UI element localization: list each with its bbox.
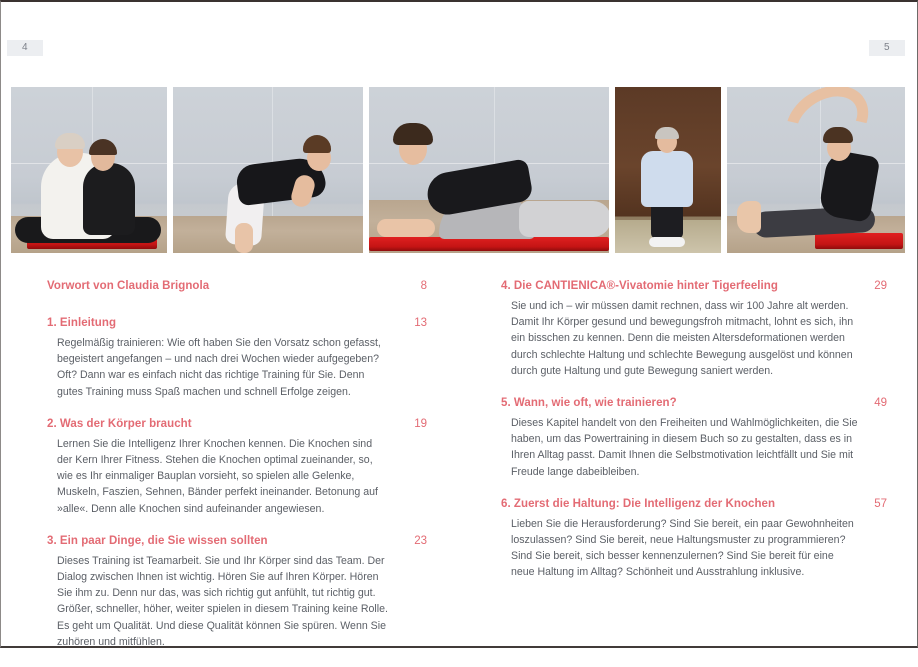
- toc-entry-title: 6. Zuerst die Haltung: Die Intelligenz der Knochen: [501, 497, 776, 510]
- bare-lower-leg: [235, 223, 253, 253]
- toc-entry-title: 3. Ein paar Dinge, die Sie wissen sollten: [47, 534, 268, 547]
- bare-foot: [737, 201, 761, 233]
- toc-entry-description: Sie und ich – wir müssen damit rechnen, dass wir 100 Jahre alt werden. Damit Ihr Körper gesund und bewegungsfroh mitmacht, lohnt es sich, ihn ein bisschen zu kennen. Denn die meisten Altersdeformationen werden durch schlechte Haltung und schlechte Bewegung ausgelöst und können durch gute Haltung und gute Bewegung saniert werden.: [511, 300, 854, 377]
- forearm-on-mat: [377, 219, 435, 237]
- toc-entry-page-number: 8: [420, 280, 427, 292]
- photo-two-women-seated-on-red-mat: [11, 87, 167, 253]
- woman-in-black-top: [83, 163, 135, 235]
- toc-entry-title: Vorwort von Claudia Brignola: [47, 280, 210, 292]
- toc-entry-description: Lernen Sie die Intelligenz Ihrer Knochen kennen. Die Knochen sind der Kern Ihrer Fitness. Stehen die Knochen optimal zueinander, so, wie es Ihr einmaliger Bauplan vorsieht, so spielen alle Gelenke, Muskeln, Faszien, Sehnen, Bänder perfekt ineinander. Betonung auf »alle«. Denn alle Knochen sind aufeinander angewiesen.: [57, 437, 378, 515]
- toc-entry-header: [47, 534, 427, 549]
- folio-page-number-left: 4: [7, 40, 43, 56]
- toc-entry-title: 2. Was der Körper braucht: [47, 417, 192, 430]
- toc-column-left: [1, 279, 459, 667]
- toc-entry-1-einleitung[interactable]: [47, 316, 427, 400]
- wood-floor: [173, 216, 363, 253]
- toc-entry-description: Dieses Kapitel handelt von den Freiheiten und Wahlmöglichkeiten, die Sie haben, um das Powertraining in diesem Buch so zu gestalten, dass es in Ihren Alltag passt. Damit Ihnen die Selbstmotivation leichtfällt und Sie mit Freude lange dabeibleiben.: [511, 417, 858, 478]
- toc-entry-4-vivatomie-hinter-tigerfeeling[interactable]: [501, 279, 887, 379]
- dark-hair: [393, 123, 433, 145]
- toc-entry-page-number: 23: [414, 534, 427, 547]
- toc-entry-2-was-der-koerper-braucht[interactable]: [47, 417, 427, 517]
- red-exercise-mat: [369, 237, 609, 251]
- light-blue-shirt: [641, 151, 693, 207]
- toc-entry-6-zuerst-die-haltung[interactable]: [501, 497, 887, 581]
- toc-entry-3-ein-paar-dinge[interactable]: [47, 534, 427, 650]
- hair-bun: [823, 127, 853, 143]
- table-of-contents: [1, 279, 917, 667]
- folio-page-number-right: 5: [869, 40, 905, 56]
- toc-entry-page-number: 49: [874, 397, 887, 410]
- toc-entry-page-number: 57: [874, 497, 887, 510]
- toc-column-right: [459, 279, 917, 667]
- toc-entry-header: [501, 497, 887, 512]
- toc-entry-title: 4. Die CANTIENICA®-Vivatomie hinter Tigerfeeling: [501, 280, 778, 292]
- toc-entry-header: [47, 316, 427, 331]
- toc-entry-description: Lieben Sie die Herausforderung? Sind Sie bereit, ein paar Gewohnheiten loszulassen? Sind Sie bereit, neue Haltungsmuster zu programmieren? Sind Sie bereit, sich besser kennenzulernen? Sind Sie bereit für eine neue Haltung im Alltag? Schönheit und Ausstrahlung inklusive.: [511, 517, 854, 579]
- toc-entry-vorwort[interactable]: [47, 279, 427, 294]
- toc-entry-header: [47, 279, 427, 294]
- photo-strip: [11, 87, 907, 253]
- photo-woman-standing-by-rusty-door: [615, 87, 721, 253]
- toc-entry-header: [501, 396, 887, 411]
- legs-in-grey-leggings: [519, 201, 609, 237]
- toc-entry-description: Dieses Training ist Teamarbeit. Sie und Ihr Körper sind das Team. Der Dialog zwischen Ihnen ist wichtig. Hören Sie auf Ihren Körper. Hören Sie ihm zu. Denn nur das, was sich richtig gut anfühlt, tut richtig gut. Größer, schneller, höher, weiter spielen in diesem Training keine Rolle. Es geht um Qualität. Und diese Qualität können Sie spüren. Wenn Sie zuhören und mitfühlen.: [57, 554, 388, 648]
- toc-entry-header: [47, 417, 427, 432]
- photo-woman-standing-hinge-forward-bend: [173, 87, 363, 253]
- white-sneakers: [649, 237, 685, 247]
- red-exercise-mat: [815, 233, 903, 249]
- toc-entry-5-wann-wie-oft-wie-trainieren[interactable]: [501, 396, 887, 480]
- toc-entry-description: Regelmäßig trainieren: Wie oft haben Sie den Vorsatz schon gefasst, begeistert angefangen – und nach drei Wochen wieder aufgegeben? Oft? Dann war es einfach nicht das richtige Training für Sie. Denn gutes Training muss Spaß machen und schnell Erfolge zeigen.: [57, 337, 381, 398]
- grey-hair: [55, 133, 85, 149]
- toc-entry-header: [501, 279, 887, 294]
- toc-entry-page-number: 13: [414, 317, 427, 329]
- toc-entry-page-number: 19: [414, 417, 427, 430]
- photo-woman-seated-side-bend-on-red-mat: [727, 87, 905, 253]
- toc-entry-title: 1. Einleitung: [47, 317, 117, 329]
- toc-entry-title: 5. Wann, wie oft, wie trainieren?: [501, 397, 677, 410]
- photo-woman-side-lying-over-bolster: [369, 87, 609, 253]
- toc-entry-page-number: 29: [874, 280, 887, 292]
- short-grey-hair: [655, 127, 679, 139]
